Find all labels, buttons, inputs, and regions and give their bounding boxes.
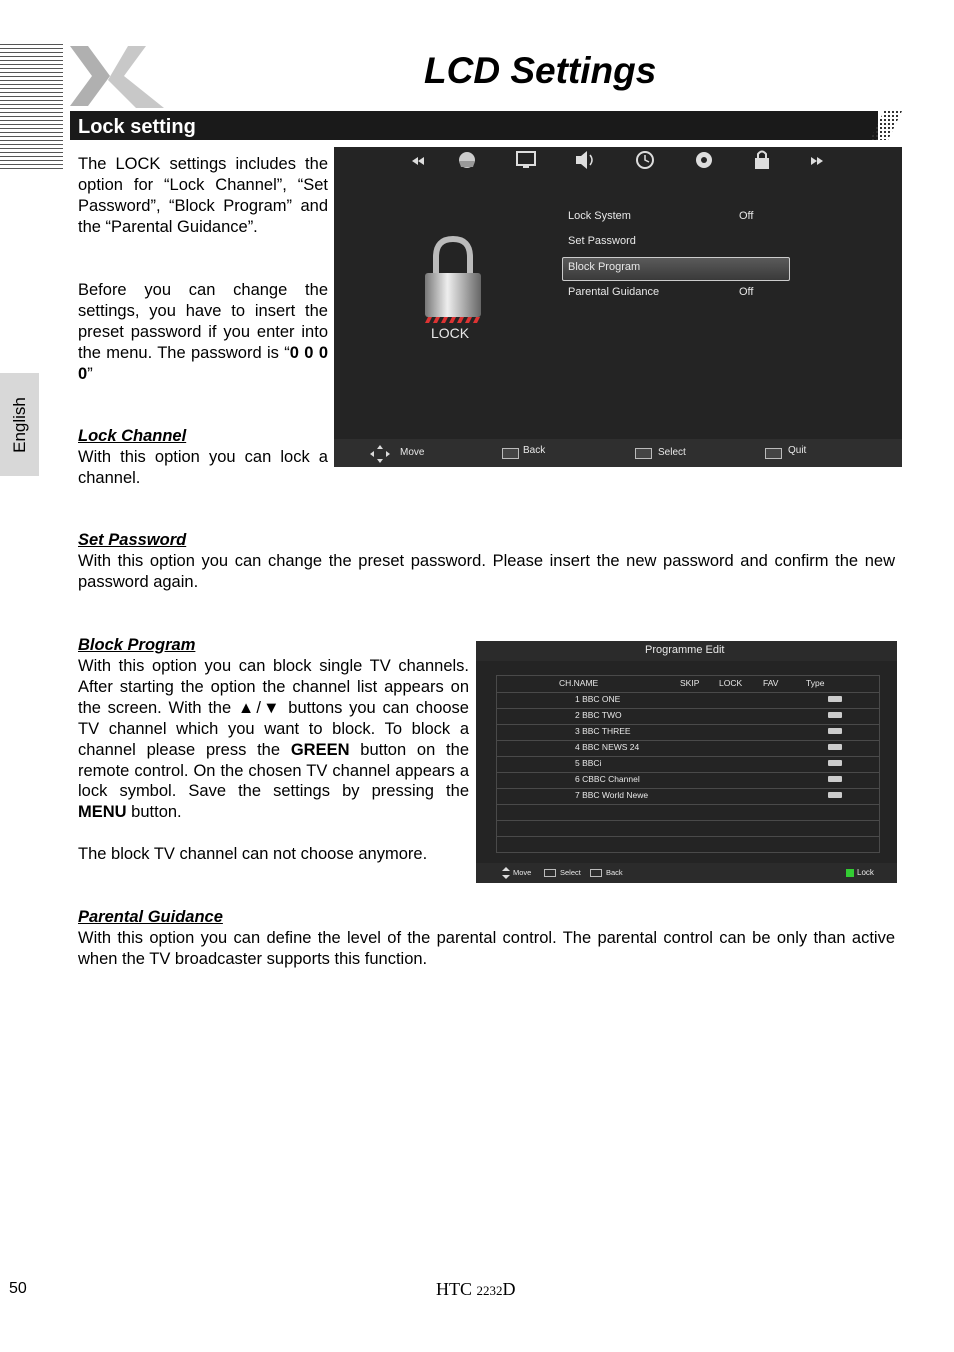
tv-lock-menu-screenshot: [334, 147, 902, 467]
col-type: Type: [806, 678, 825, 688]
empty-row: [497, 804, 879, 821]
speaker-icon: [576, 151, 592, 169]
menu-item-lock-system[interactable]: Lock System: [568, 210, 631, 222]
move-arrows-icon: [370, 445, 390, 463]
decorative-dots: [860, 111, 902, 140]
model-name: HTC 2232D: [436, 1279, 516, 1299]
footer-quit: Quit: [788, 445, 807, 456]
empty-row: [497, 836, 879, 852]
decorative-stripes: [0, 44, 63, 172]
intro-paragraph-1: The LOCK settings includes the option for “Lock Channel”, “Set Password”, “Block Program” and the “Parental Guidance”.: [78, 155, 328, 236]
programme-edit-screenshot: [476, 641, 897, 883]
menu-item-block-program[interactable]: Block Program: [568, 261, 641, 273]
footer-lock: Lock: [857, 868, 874, 877]
menu-icon-bar: [334, 147, 902, 175]
page-title: LCD Settings: [424, 50, 657, 91]
footer-back: Back: [523, 445, 546, 456]
block-program-heading: Block Program: [78, 636, 196, 654]
language-tab: [0, 373, 39, 476]
dtv-badge: [828, 712, 842, 718]
green-key-icon: [846, 869, 854, 877]
menu-item-parental-guidance[interactable]: Parental Guidance: [568, 286, 660, 298]
intro-paragraph-2: Before you can change the settings, you have to insert the preset password if you enter into the menu. The password is “0 0 0 0”: [78, 281, 328, 383]
table-row[interactable]: 7 BBC World Newe: [497, 788, 879, 805]
padlock-icon: [422, 235, 484, 325]
move-arrows-icon: [502, 867, 510, 879]
lock-icon: [755, 152, 769, 170]
dtv-badge: [828, 696, 842, 702]
dtv-badge: [828, 776, 842, 782]
ok-key-icon: [635, 448, 652, 459]
set-password-heading: Set Password: [78, 531, 187, 549]
footer-move: Move: [400, 447, 425, 458]
menu-key-icon: [590, 869, 602, 877]
section-header: [70, 111, 878, 140]
table-row[interactable]: 4 BBC NEWS 24: [497, 740, 879, 757]
menu-item-parental-guidance-value: Off: [739, 286, 754, 298]
channel-list: [496, 675, 880, 853]
lock-channel-text: With this option you can lock a channel.: [78, 448, 328, 487]
exit-key-icon: [765, 448, 782, 459]
clock-icon: [637, 152, 653, 168]
page-number: 50: [9, 1280, 27, 1297]
programme-edit-footer: [476, 863, 897, 883]
set-password-text: With this option you can change the preset password. Please insert the new password and confirm the new password again.: [78, 552, 895, 591]
dtv-badge: [828, 744, 842, 750]
programme-edit-titlebar: [476, 641, 897, 661]
menu-item-lock-system-value: Off: [739, 210, 754, 222]
parental-guidance-heading: Parental Guidance: [78, 908, 223, 926]
dtv-badge: [828, 760, 842, 766]
dtv-badge: [828, 792, 842, 798]
dtv-badge: [828, 728, 842, 734]
footer-select: Select: [658, 447, 686, 458]
section-title: Lock setting: [78, 116, 196, 138]
column-header-row: [497, 676, 879, 693]
col-fav: FAV: [763, 678, 779, 688]
preset-password: 0 0 0 0: [78, 343, 328, 383]
menu-key-label: MENU: [78, 803, 127, 822]
footer-select: Select: [560, 868, 581, 877]
gear-icon: [696, 152, 712, 168]
picture-icon: [459, 152, 475, 168]
table-row[interactable]: 6 CBBC Channel: [497, 772, 879, 789]
right-arrow-icon: [811, 157, 823, 165]
table-row[interactable]: 1 BBC ONE: [497, 692, 879, 709]
language-label: English: [9, 396, 29, 453]
tv-menu-footer: [334, 439, 902, 467]
lock-caption: LOCK: [431, 325, 470, 341]
col-chname: CH.NAME: [559, 678, 599, 688]
col-lock: LOCK: [719, 678, 743, 688]
table-row[interactable]: 5 BBCi: [497, 756, 879, 773]
menu-item-set-password[interactable]: Set Password: [568, 235, 636, 247]
left-arrow-icon: [412, 157, 424, 165]
col-skip: SKIP: [680, 678, 700, 688]
footer-move: Move: [513, 868, 532, 877]
programme-edit-title: Programme Edit: [645, 644, 725, 656]
table-row[interactable]: 3 BBC THREE: [497, 724, 879, 741]
block-program-note: The block TV channel can not choose anymore.: [78, 845, 428, 863]
footer-back: Back: [606, 868, 623, 877]
table-row[interactable]: 2 BBC TWO: [497, 708, 879, 725]
green-key-label: GREEN: [290, 740, 350, 759]
monitor-icon: [517, 152, 535, 168]
brand-logo: [66, 44, 166, 110]
ok-key-icon: [544, 869, 556, 877]
lock-channel-heading: Lock Channel: [78, 427, 187, 445]
menu-key-icon: [502, 448, 519, 459]
empty-row: [497, 820, 879, 837]
parental-guidance-text: With this option you can define the level of the parental control. The parental control can be only than active when the TV broadcaster supports this function.: [78, 929, 895, 968]
block-program-text: With this option you can block single TV channels. After starting the option the channel list appears on the screen. With the ▲/▼ buttons you can choose TV channel which you want to block. To block a channel please press the GREEN button on the remote control. On the chosen TV channel appears a lock symbol. Save the settings by pressing the MENU button.: [78, 657, 469, 822]
